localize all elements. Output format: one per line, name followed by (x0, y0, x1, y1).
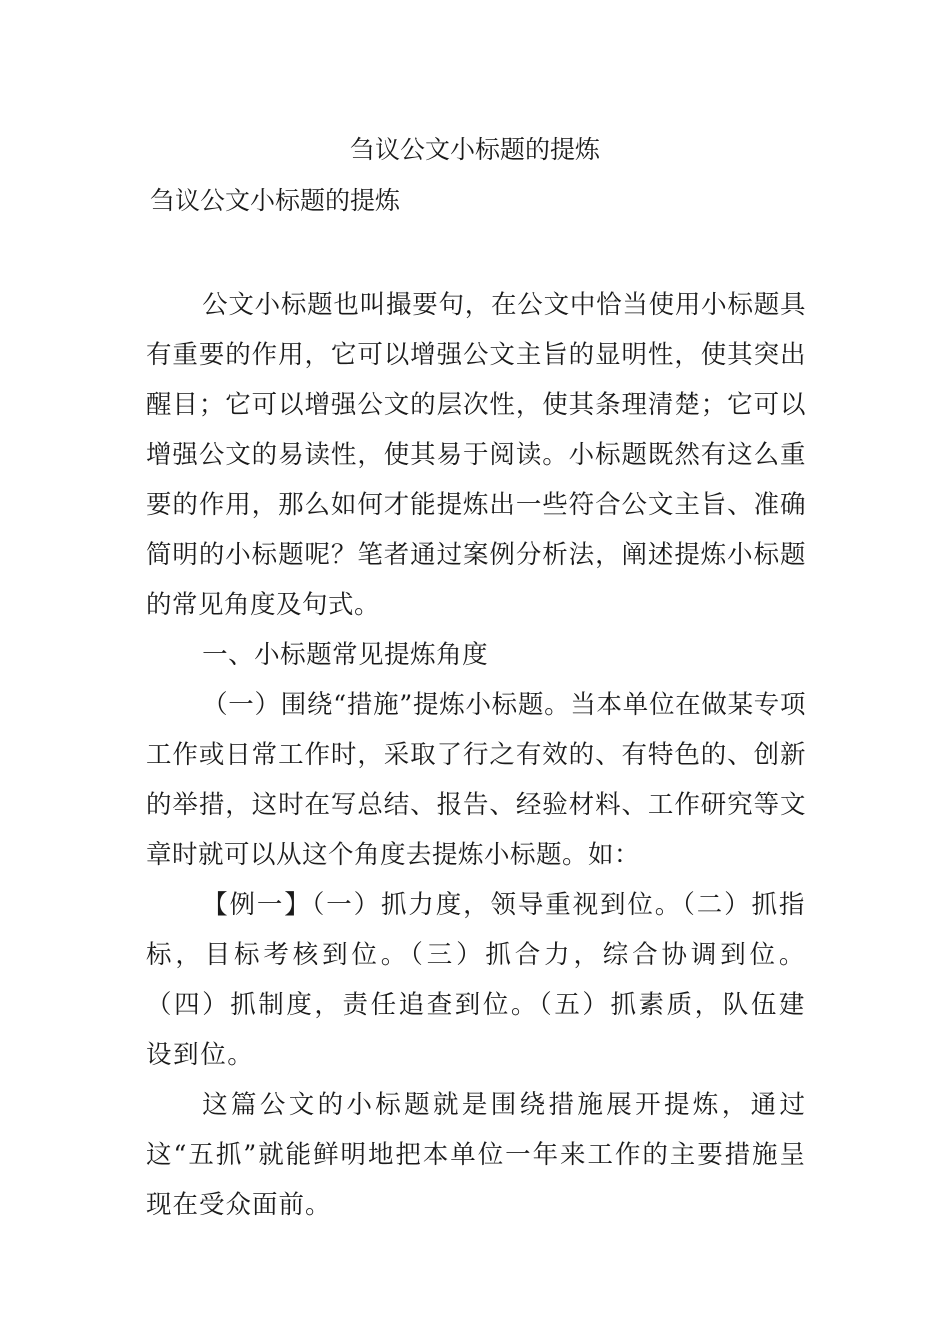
intro-paragraph: 公文小标题也叫撮要句，在公文中恰当使用小标题具有重要的作用，它可以增强公文主旨的显明性，使其突出醒目；它可以增强公文的层次性，使其条理清楚；它可以增强公文的易读性，使其易于阅读。小标题既然有这么重要的作用，那么如何才能提炼出一些符合公文主旨、准确简明的小标题呢？笔者通过案例分析法，阐述提炼小标题的常见角度及句式。 (146, 290, 806, 620)
document-body (146, 280, 806, 1230)
measures-paragraph: （一）围绕“措施”提炼小标题。当本单位在做某专项工作或日常工作时，采取了行之有效的、有特色的、创新的举措，这时在写总结、报告、经验材料、工作研究等文章时就可以从这个角度去提炼小标题。如： (146, 690, 806, 870)
analysis-paragraph: 这篇公文的小标题就是围绕措施展开提炼，通过这“五抓”就能鲜明地把本单位一年来工作的主要措施呈现在受众面前。 (146, 1090, 806, 1220)
example-paragraph: 【例一】（一）抓力度，领导重视到位。（二）抓指标，目标考核到位。（三）抓合力，综合协调到位。（四）抓制度，责任追查到位。（五）抓素质，队伍建设到位。 (146, 890, 806, 1070)
section-heading: 一、小标题常见提炼角度 (202, 640, 489, 670)
document-subtitle: 刍议公文小标题的提炼 (150, 186, 401, 215)
document-title: 刍议公文小标题的提炼 (349, 135, 600, 164)
